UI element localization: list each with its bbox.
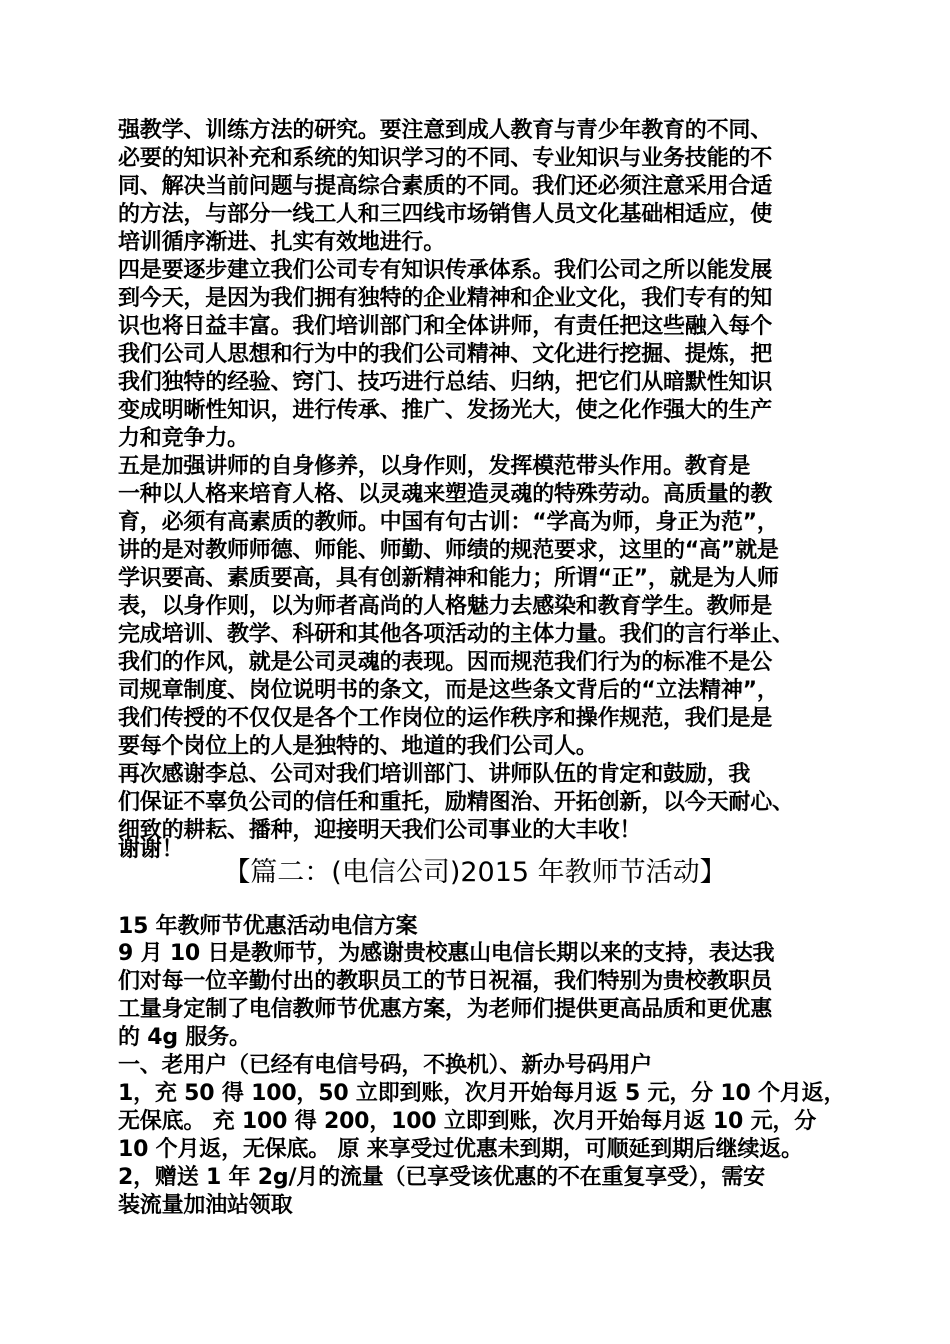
- text-line: 育，必须有高素质的教师。中国有句古训：“学高为师，身正为范”，: [118, 510, 779, 535]
- text-line: 细致的耕耘、播种，迎接明天我们公司事业的大丰收！: [118, 818, 642, 843]
- text-line: 无保底。 充 100 得 200，100 立即到账，次月开始每月返 10 元，分: [118, 1109, 816, 1134]
- text-line: 我们传授的不仅仅是各个工作岗位的运作秩序和操作规范，我们是是: [118, 706, 773, 731]
- text-line: 司规章制度、岗位说明书的条文，而是这些条文背后的“立法精神”，: [118, 678, 779, 703]
- text-line: 识也将日益丰富。我们培训部门和全体讲师，有责任把这些融入每个: [118, 314, 773, 339]
- text-line: 2，赠送 1 年 2g/月的流量（已享受该优惠的不在重复享受），需安: [118, 1165, 765, 1190]
- text-line: 培训循序渐进、扎实有效地进行。: [118, 230, 446, 255]
- text-line: 到今天，是因为我们拥有独特的企业精神和企业文化，我们专有的知: [118, 286, 773, 311]
- text-line: 们保证不辜负公司的信任和重托，励精图治、开拓创新，以今天耐心、: [118, 790, 794, 815]
- text-line: 力和竞争力。: [118, 426, 249, 451]
- section-title: 【篇二：(电信公司)2015 年教师节活动】: [223, 857, 727, 888]
- text-line: 的 4g 服务。: [118, 1025, 251, 1050]
- text-line: 同、解决当前问题与提高综合素质的不同。我们还必须注意采用合适: [118, 174, 773, 199]
- text-line: 讲的是对教师师德、师能、师勤、师绩的规范要求，这里的“高”就是: [118, 538, 779, 563]
- text-line: 们对每一位辛勤付出的教职员工的节日祝福，我们特别为贵校教职员: [118, 969, 773, 994]
- text-line: 的方法，与部分一线工人和三四线市场销售人员文化基础相适应，使: [118, 202, 773, 227]
- text-line: 我们公司人思想和行为中的我们公司精神、文化进行挖掘、提炼，把: [118, 342, 773, 367]
- text-line: 五是加强讲师的自身修养，以身作则，发挥模范带头作用。教育是: [118, 454, 751, 479]
- text-line: 1，充 50 得 100，50 立即到账，次月开始每月返 5 元，分 10 个月返，: [118, 1081, 846, 1106]
- text-line: 一、老用户（已经有电信号码，不换机）、新办号码用户: [118, 1053, 653, 1078]
- text-line: 15 年教师节优惠活动电信方案: [118, 914, 418, 939]
- text-line: 工量身定制了电信教师节优惠方案，为老师们提供更高品质和更优惠: [118, 997, 773, 1022]
- text-line: 装流量加油站领取: [118, 1193, 293, 1218]
- text-line: 9 月 10 日是教师节，为感谢贵校惠山电信长期以来的支持，表达我: [118, 941, 775, 966]
- text-line: 一种以人格来培育人格、以灵魂来塑造灵魂的特殊劳动。高质量的教: [118, 482, 773, 507]
- text-line: 必要的知识补充和系统的知识学习的不同、专业知识与业务技能的不: [118, 146, 773, 171]
- text-line: 四是要逐步建立我们公司专有知识传承体系。我们公司之所以能发展: [118, 258, 773, 283]
- text-line: 要每个岗位上的人是独特的、地道的我们公司人。: [118, 734, 598, 759]
- text-line: 10 个月返，无保底。 原 来享受过优惠未到期，可顺延到期后继续返。: [118, 1137, 803, 1162]
- text-line: 表，以身作则，以为师者高尚的人格魅力去感染和教育学生。教师是: [118, 594, 773, 619]
- text-line: 我们独特的经验、窍门、技巧进行总结、归纳，把它们从暗默性知识: [118, 370, 773, 395]
- text-line: 学识要高、素质要高，具有创新精神和能力；所谓“正”，就是为人师: [118, 566, 779, 591]
- text-line: 变成明晰性知识，进行传承、推广、发扬光大，使之化作强大的生产: [118, 398, 773, 423]
- text-line: 强教学、训练方法的研究。要注意到成人教育与青少年教育的不同、: [118, 118, 773, 143]
- text-line: 我们的作风，就是公司灵魂的表现。因而规范我们行为的标准不是公: [118, 650, 773, 675]
- text-line: 谢谢！: [118, 837, 184, 862]
- text-line: 完成培训、教学、科研和其他各项活动的主体力量。我们的言行举止、: [118, 622, 794, 647]
- text-line: 再次感谢李总、公司对我们培训部门、讲师队伍的肯定和鼓励，我: [118, 762, 751, 787]
